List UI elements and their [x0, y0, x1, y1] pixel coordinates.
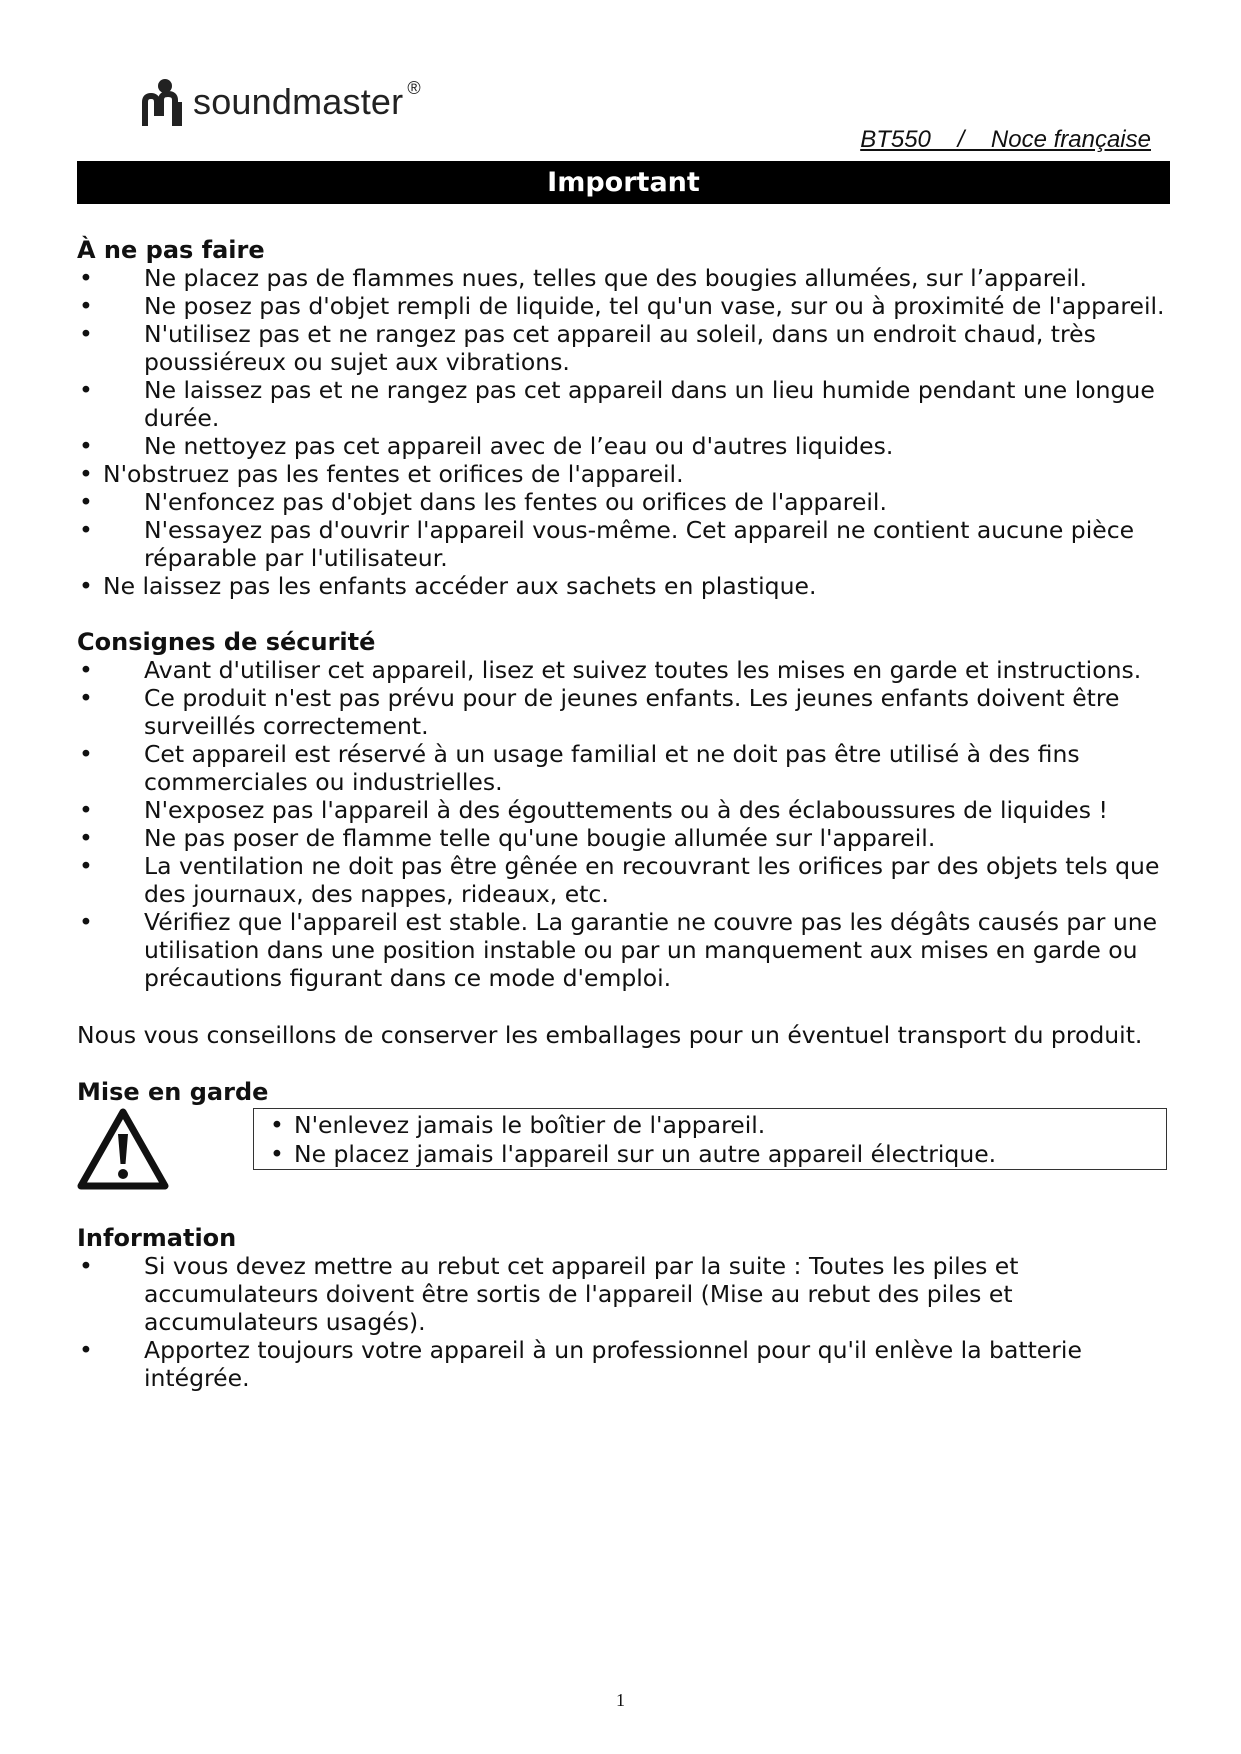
document-body — [77, 236, 1177, 1392]
list-item: • Ne pas poser de flamme telle qu'une bougie allumée sur l'appareil. — [77, 824, 1177, 852]
list-item: • Avant d'utiliser cet appareil, lisez et suivez toutes les mises en garde et instructions. — [77, 656, 1177, 684]
list-item: • N'obstruez pas les fentes et orifices de l'appareil. — [77, 460, 1177, 488]
information-list — [77, 1252, 1177, 1392]
soundmaster-logo-icon — [141, 76, 189, 128]
list-item: • N'essayez pas d'ouvrir l'appareil vous-même. Cet appareil ne contient aucune pièce réparable par l'utilisateur. — [77, 516, 1177, 572]
list-item: • Ne posez pas d'objet rempli de liquide, tel qu'un vase, sur ou à proximité de l'appareil. — [77, 292, 1177, 320]
list-item: • Ne placez pas de flammes nues, telles que des bougies allumées, sur l’appareil. — [77, 264, 1177, 292]
list-item: • N'utilisez pas et ne rangez pas cet appareil au soleil, dans un endroit chaud, très poussiéreux ou sujet aux vibrations. — [77, 320, 1177, 376]
warning-triangle-icon — [77, 1108, 169, 1190]
page-number: 1 — [616, 1690, 625, 1710]
dont-list — [77, 264, 1177, 600]
list-item: • Ne nettoyez pas cet appareil avec de l’eau ou d'autres liquides. — [77, 432, 1177, 460]
brand-logo — [141, 72, 421, 132]
list-item: • Ne laissez pas et ne rangez pas cet appareil dans un lieu humide pendant une longue durée. — [77, 376, 1177, 432]
list-item: • Ne laissez pas les enfants accéder aux sachets en plastique. — [77, 572, 1177, 600]
list-item: • Apportez toujours votre appareil à un professionnel pour qu'il enlève la batterie intégrée. — [77, 1336, 1177, 1392]
list-item: • N'exposez pas l'appareil à des égouttements ou à des éclaboussures de liquides ! — [77, 796, 1177, 824]
safety-list — [77, 656, 1177, 992]
list-item: • N'enfoncez pas d'objet dans les fentes ou orifices de l'appareil. — [77, 488, 1177, 516]
brand-name: soundmaster — [193, 81, 404, 122]
registered-mark: ® — [407, 77, 421, 98]
model-line: BT550 / Noce française — [860, 126, 1151, 153]
list-item: • Vérifiez que l'appareil est stable. La garantie ne couvre pas les dégâts causés par une utilisation dans une position instable ou par un manquement aux mises en garde ou précautions figurant dans ce mode d'emploi. — [77, 908, 1177, 992]
warning-row — [77, 1106, 1177, 1224]
section-title-warning: Mise en garde — [77, 1078, 269, 1106]
important-banner: Important — [77, 161, 1170, 204]
list-item: • La ventilation ne doit pas être gênée en recouvrant les orifices par des objets tels que des journaux, des nappes, rideaux, etc. — [77, 852, 1177, 908]
section-title-information: Information — [77, 1224, 237, 1252]
list-item: • N'enlevez jamais le boîtier de l'appareil. — [264, 1111, 1156, 1140]
list-item: • Ne placez jamais l'appareil sur un autre appareil électrique. — [264, 1140, 1156, 1169]
list-item: • Si vous devez mettre au rebut cet appareil par la suite : Toutes les piles et accumulateurs doivent être sortis de l'appareil (Mise au rebut des piles et accumulateurs usagés). — [77, 1252, 1177, 1336]
packaging-note: Nous vous conseillons de conserver les emballages pour un éventuel transport du produit. — [77, 1021, 1143, 1049]
section-title-safety: Consignes de sécurité — [77, 628, 376, 656]
list-item: • Ce produit n'est pas prévu pour de jeunes enfants. Les jeunes enfants doivent être surveillés correctement. — [77, 684, 1177, 740]
list-item: • Cet appareil est réservé à un usage familial et ne doit pas être utilisé à des fins commerciales ou industrielles. — [77, 740, 1177, 796]
warning-box — [253, 1108, 1167, 1170]
section-title-dont: À ne pas faire — [77, 236, 265, 264]
